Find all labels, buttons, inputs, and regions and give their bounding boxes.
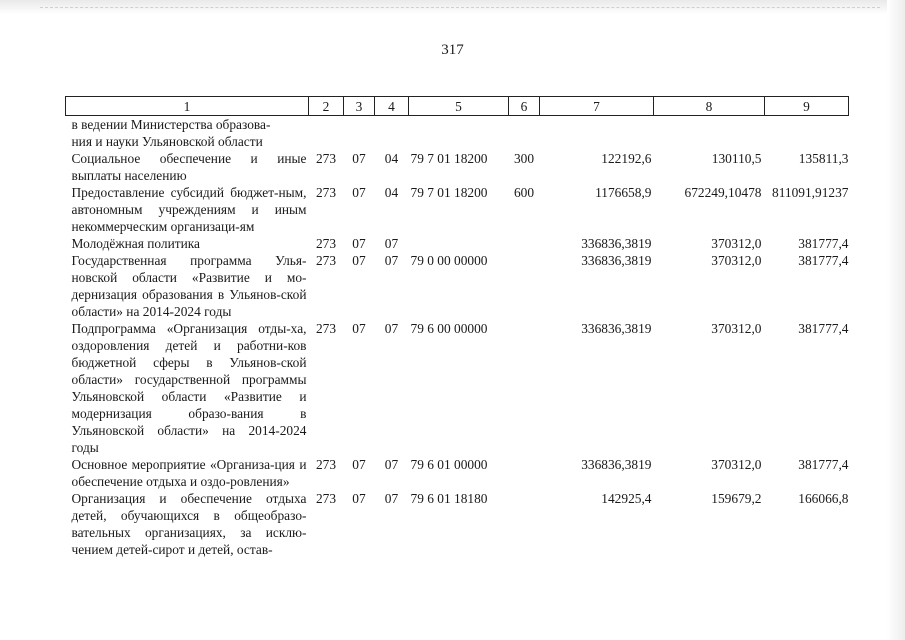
cell-v8: 370312,0 <box>711 236 762 251</box>
table-row <box>66 235 849 252</box>
cell-v9: 381777,4 <box>798 321 849 336</box>
cell-v8: 130110,5 <box>711 151 762 166</box>
cell-v7: 142925,4 <box>601 491 652 506</box>
cell-v9: 381777,4 <box>798 236 849 251</box>
cell-c6 <box>509 490 540 558</box>
cell-v7: 336836,3819 <box>581 236 652 251</box>
row-name: Государственная программа Улья-новской области «Развитие и мо-дернизация образования в Ульянов-ской области» на 2014-2024 годы <box>71 253 307 319</box>
cell-c6: 300 <box>513 151 535 166</box>
cell-v7 <box>540 116 654 151</box>
column-header: 9 <box>765 97 849 116</box>
cell-c2: 273 <box>315 457 337 472</box>
cell-c5: 79 6 01 00000 <box>410 457 488 472</box>
cell-c2: 273 <box>315 185 337 200</box>
cell-c2: 273 <box>315 491 337 506</box>
row-name: Социальное обеспечение и иные выплаты населению <box>71 151 307 183</box>
cell-c4: 07 <box>384 491 399 506</box>
cell-c6 <box>509 320 540 456</box>
cell-c2: 273 <box>315 236 337 251</box>
column-header: 3 <box>344 97 375 116</box>
cell-c4: 07 <box>384 253 399 268</box>
cell-c5: 79 6 01 18180 <box>410 491 488 506</box>
cell-c5: 79 7 01 18200 <box>410 185 488 200</box>
row-name: Молодёжная политика <box>71 236 201 251</box>
cell-v8: 370312,0 <box>711 253 762 268</box>
cell-c2: 273 <box>315 253 337 268</box>
cell-c3: 07 <box>352 151 366 166</box>
table-row <box>66 252 849 320</box>
cell-c2: 273 <box>315 151 337 166</box>
cell-c3: 07 <box>352 457 366 472</box>
cell-c6 <box>509 235 540 252</box>
column-header: 2 <box>309 97 344 116</box>
cell-v7: 336836,3819 <box>581 321 652 336</box>
table-row <box>66 490 849 558</box>
cell-c2 <box>309 116 344 151</box>
cell-c4: 07 <box>384 457 399 472</box>
cell-v9: 166066,8 <box>798 491 849 506</box>
cell-v8 <box>654 116 765 151</box>
column-header: 8 <box>654 97 765 116</box>
row-name: в ведении Министерства образова- ния и науки Ульяновской области <box>71 117 271 149</box>
column-header: 5 <box>409 97 509 116</box>
cell-v7: 336836,3819 <box>581 253 652 268</box>
cell-v9 <box>765 116 849 151</box>
cell-c4 <box>375 116 409 151</box>
cell-c5 <box>409 235 509 252</box>
table-row <box>66 320 849 456</box>
cell-c6: 600 <box>513 185 535 200</box>
page-number: 317 <box>441 42 464 58</box>
cell-v7: 336836,3819 <box>581 457 652 472</box>
cell-c3: 07 <box>352 321 366 336</box>
row-name: Основное мероприятие «Организа-ция и обеспечение отдыха и оздо-ровления» <box>71 457 307 489</box>
cell-c3: 07 <box>352 491 366 506</box>
cell-v8: 672249,10478 <box>684 185 762 200</box>
cell-c6 <box>509 252 540 320</box>
cell-c5: 79 7 01 18200 <box>410 151 488 166</box>
table-row <box>66 184 849 235</box>
cell-v9: 811091,91237 <box>772 185 849 200</box>
row-name: Подпрограмма «Организация отды-ха, оздоровления детей и работни-ков бюджетной сферы в Ульянов-ской области» государственной программы Ульяновской области «Развитие и модернизация образо-вания в Ульяновской области» на 2014-2024 годы <box>71 321 307 455</box>
cell-c3: 07 <box>352 236 366 251</box>
column-header: 7 <box>540 97 654 116</box>
cell-c3: 07 <box>352 253 366 268</box>
row-name: Организация и обеспечение отдыха детей, обучающихся в общеобразо-вательных организациях, за исклю-чением детей-сирот и детей, остав- <box>71 491 307 557</box>
scan-edge-right <box>887 0 905 640</box>
cell-v8: 370312,0 <box>711 457 762 472</box>
cell-c2: 273 <box>315 321 337 336</box>
cell-c4: 04 <box>384 185 399 200</box>
cell-c5 <box>409 116 509 151</box>
cell-c5: 79 0 00 00000 <box>410 253 488 268</box>
cell-c5: 79 6 00 00000 <box>410 321 488 336</box>
cell-v7: 1176658,9 <box>595 185 652 200</box>
cell-v9: 381777,4 <box>798 253 849 268</box>
cell-v9: 381777,4 <box>798 457 849 472</box>
scan-artifact-line <box>40 7 880 8</box>
column-header: 1 <box>66 97 309 116</box>
cell-v8: 370312,0 <box>711 321 762 336</box>
cell-c6 <box>509 116 540 151</box>
cell-c3: 07 <box>352 185 366 200</box>
cell-c4: 07 <box>384 236 399 251</box>
cell-c4: 07 <box>384 321 399 336</box>
column-header: 6 <box>509 97 540 116</box>
cell-c6 <box>509 456 540 490</box>
budget-table <box>65 96 849 558</box>
column-header: 4 <box>375 97 409 116</box>
row-name: Предоставление субсидий бюджет-ным, автономным учреждениям и иным некоммерческим организаци-ям <box>71 185 307 234</box>
table-row <box>66 150 849 184</box>
cell-c3 <box>344 116 375 151</box>
cell-v9: 135811,3 <box>798 151 849 166</box>
column-number-row <box>66 97 849 116</box>
cell-v8: 159679,2 <box>711 491 762 506</box>
table-row <box>66 116 849 151</box>
cell-v7: 122192,6 <box>601 151 652 166</box>
table-row <box>66 456 849 490</box>
cell-c4: 04 <box>384 151 399 166</box>
